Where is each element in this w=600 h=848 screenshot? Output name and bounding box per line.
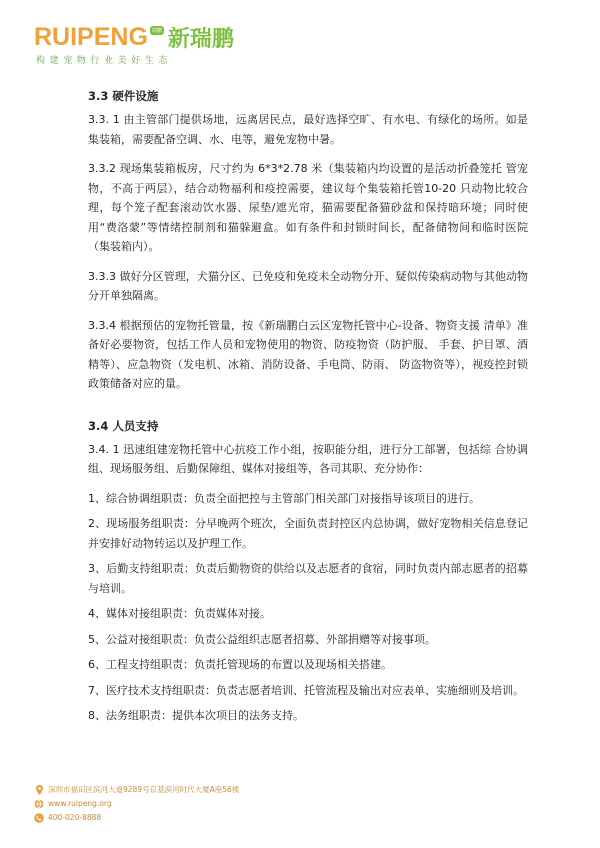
footer-address: 深圳市福田区滨河大道9289号京基滨河时代大厦A座56楼	[48, 785, 240, 794]
footer-website-row	[34, 797, 239, 811]
list-item: 7、医疗技术支持组职责：负责志愿者培训、托管流程及输出对应表单、实施细则及培训。	[88, 683, 524, 697]
list-item: 6、工程支持组职责：负责托管现场的布置以及现场相关搭建。	[88, 658, 392, 671]
globe-icon	[34, 799, 44, 809]
brand-slogan: 构建宠物行业美好生态	[36, 56, 173, 66]
document-body	[88, 86, 528, 732]
brand-name-cn: 新瑞鹏	[167, 27, 234, 52]
paragraph-3-3-4: 3.3.4 根据预估的宠物托管量，按《新瑞鹏白云区宠物托管中心-设备、物资支援 清单》准备好必要物资，包括工作人员和宠物使用的物资、防疫物资（防护服、 手套、护目罩、酒精等）、应急物资（发电机、冰箱、消防设备、手电筒、防雨、 防盗物资等），视疫控封锁政策储备对应的量。	[88, 318, 528, 390]
logo-row	[34, 22, 234, 53]
location-pin-icon	[34, 785, 44, 795]
page-footer	[34, 783, 239, 825]
footer-phone[interactable]: 400-020-8888	[48, 813, 102, 822]
footer-phone-row	[34, 811, 239, 825]
brand-badge: 瑞鹏	[151, 28, 162, 34]
paragraph-3-3-3: 3.3.3 做好分区管理，犬猫分区、已免疫和免疫未全动物分开、疑似传染病动物与其他动物分开单独隔离。	[88, 269, 528, 302]
list-item: 8、法务组职责：提供本次项目的法务支持。	[88, 709, 304, 722]
list-item: 2、现场服务组职责：分早晚两个班次，全面负责封控区内总协调，做好宠物相关信息登记 并安排好动物转运以及护理工作。	[88, 517, 528, 550]
paragraph-3-3-2: 3.3.2 现场集装箱板房，尺寸约为 6*3*2.78 米（集装箱内均设置的是活动折叠笼托 管宠物，不高于两层），结合动物福利和疫控需要，建议每个集装箱托管10-20 只动物比较合理，每个笼子配套滚动饮水器、尿垫/遮光帘，猫需要配备猫砂盆和保持暗环境；同时使用“费洛蒙”等情绪控制剂和猫躲避盒。如有条件和封锁时间长，配备储物间和临时医院（集装箱内）。	[88, 162, 528, 253]
list-item: 5、公益对接组职责：负责公益组织志愿者招募、外部捐赠等对接事项。	[88, 632, 436, 646]
list-item: 1、综合协调组职责：负责全面把控与主管部门相关部门对接指导该项目的进行。	[88, 491, 480, 505]
footer-website[interactable]: www.ruipeng.org	[48, 799, 112, 808]
section-title-hardware: 3.3 硬件设施	[88, 89, 159, 103]
footer-address-row	[34, 783, 239, 797]
paragraph-3-3-1: 3.3. 1 由主管部门提供场地，远离居民点，最好选择空旷、有水电、有绿化的场所。如是集装箱，需要配备空调、水、电等，避免宠物中暑。	[88, 113, 528, 146]
list-item: 4、媒体对接组职责：负责媒体对接。	[88, 607, 271, 620]
brand-logo	[34, 22, 234, 66]
section-title-personnel: 3.4 人员支持	[88, 418, 159, 433]
paragraph-3-4-1: 3.4. 1 迅速组建宠物托管中心抗疫工作小组，按职能分组，进行分工部署，包括综 合协调组、现场服务组、后勤保障组、媒体对接组等，各司其职、充分协作：	[88, 442, 528, 475]
phone-icon	[34, 813, 44, 823]
brand-name-en: RUIPENG	[34, 23, 148, 51]
list-item: 3、后勤支持组职责：负责后勤物资的供给以及志愿者的食宿，同时负责内部志愿者的招募与培训。	[88, 562, 528, 595]
